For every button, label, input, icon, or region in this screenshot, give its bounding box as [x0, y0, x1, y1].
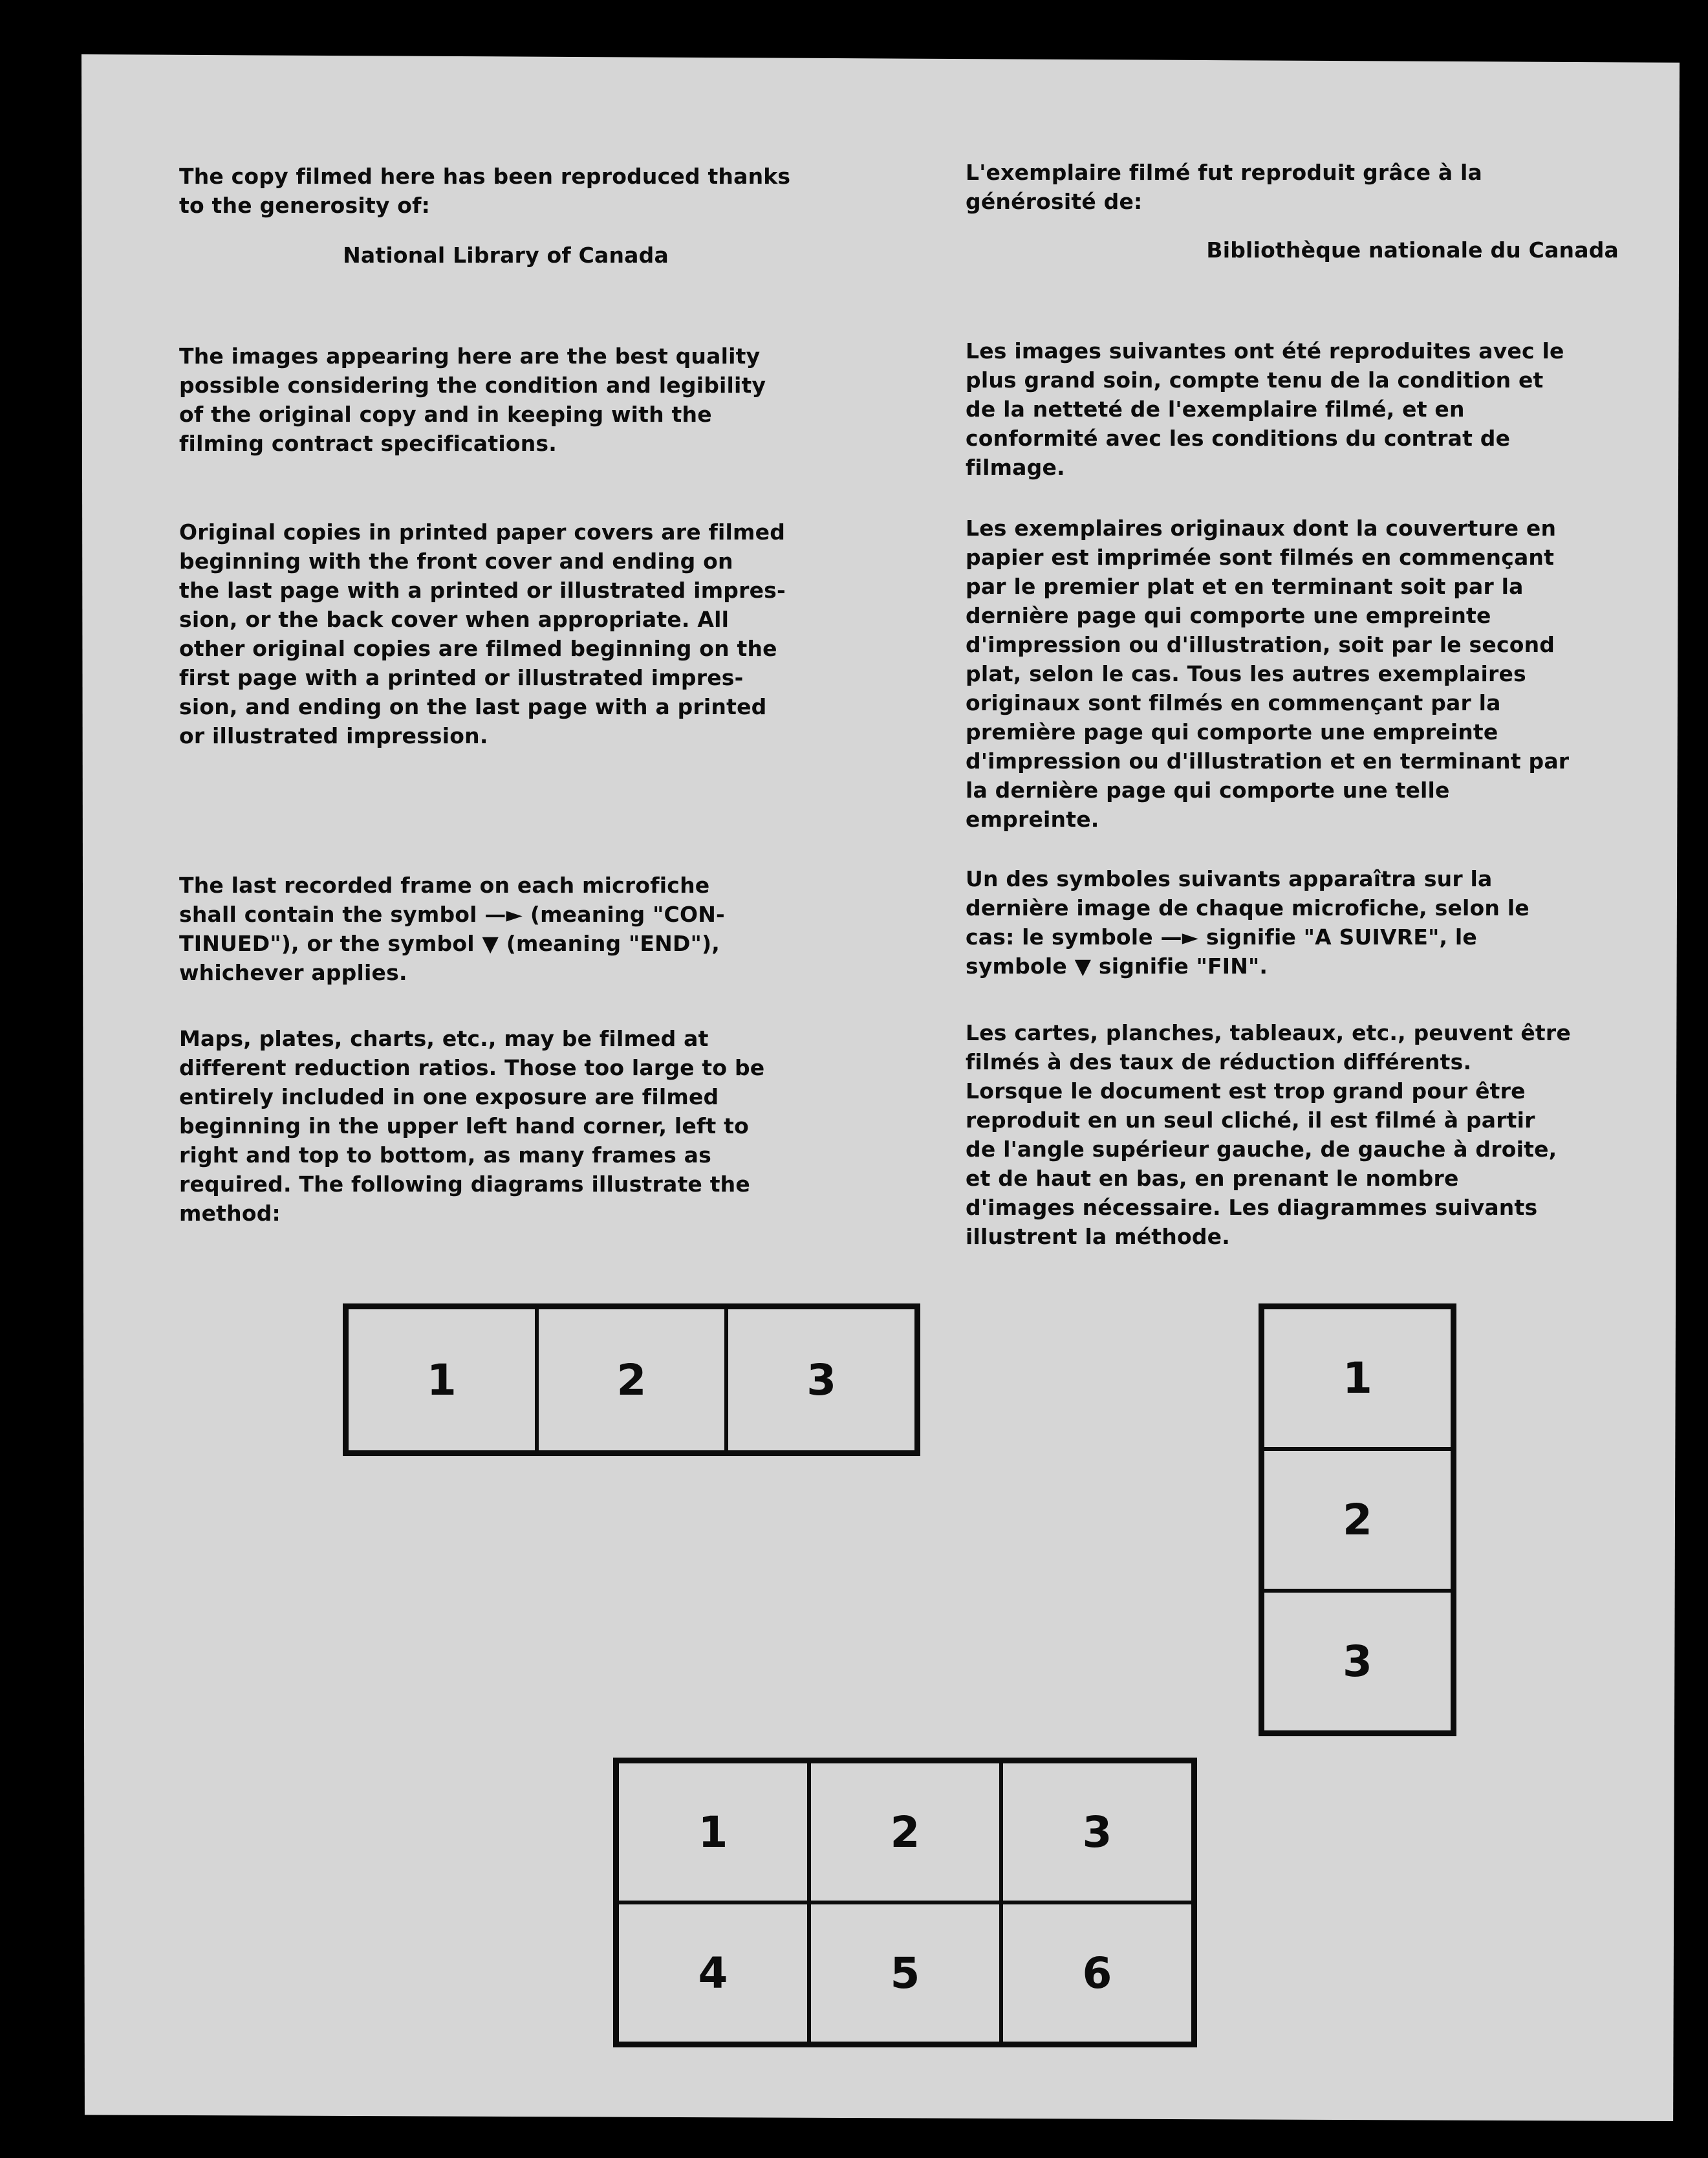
quality-text-fr: Les images suivantes ont été reproduites avec le plus grand soin, compte tenu de la condition et de la netteté de l'exemplaire filmé, et en conformité avec les conditions du contrat de filmage. [966, 338, 1564, 480]
diagram-cell: 3 [726, 1307, 916, 1452]
intro-text-en: The copy filmed here has been reproduced thanks to the generosity of: [179, 164, 791, 218]
diagram-cell: 5 [809, 1902, 1001, 2044]
intro-text-fr: L'exemplaire filmé fut reproduit grâce à la générosité de: [966, 160, 1483, 214]
institution-en: National Library of Canada [343, 243, 669, 268]
diagram-cell: 4 [617, 1902, 809, 2044]
diagram-grid [613, 1758, 1197, 2047]
diagram-cell: 1 [347, 1307, 537, 1452]
symbols-fr [966, 864, 1619, 981]
diagram-horizontal [343, 1303, 920, 1456]
symbols-text-fr: Un des symboles suivants apparaîtra sur la dernière image de chaque microfiche, selon le cas: le symbole —► signifie "A SUIVRE", le symbole ▼ signifie "FIN". [966, 866, 1530, 979]
diagram-cell: 2 [537, 1307, 727, 1452]
symbols-text-en: The last recorded frame on each microfiche shall contain the symbol —► (meaning "CON- TINUED"), or the symbol ▼ (meaning "END"), whichever applies. [179, 873, 725, 985]
intro-fr [966, 158, 1619, 216]
diagram-cell: 2 [1262, 1449, 1453, 1591]
maps-en [179, 1024, 832, 1228]
originals-en [179, 518, 832, 750]
diagram-vertical [1259, 1303, 1456, 1736]
maps-text-en: Maps, plates, charts, etc., may be filmed at different reduction ratios. Those too large to be entirely included in one exposure are filmed beginning in the upper left hand corner, left to right and top to bottom, as many frames as required. The following diagrams illustrate the method: [179, 1026, 765, 1226]
institution-fr: Bibliothèque nationale du Canada [1206, 237, 1619, 263]
quality-text-en: The images appearing here are the best quality possible considering the condition and legibility of the original copy and in keeping with the filming contract specifications. [179, 343, 766, 456]
diagram-cell: 1 [617, 1761, 809, 1902]
symbols-en [179, 871, 832, 987]
originals-fr [966, 514, 1619, 834]
institution-en-block [179, 241, 832, 270]
diagram-cell: 1 [1262, 1307, 1453, 1449]
quality-fr [966, 336, 1619, 482]
quality-en [179, 342, 832, 458]
diagram-cell: 6 [1001, 1902, 1193, 2044]
originals-text-en: Original copies in printed paper covers are filmed beginning with the front cover and ending on the last page with a printed or illustrated impres- sion, or the back cover when appropriate. All other original copies are filmed beginning on the first page with a printed or illustrated impres- sion, and ending on the last page with a printed or illustrated impression. [179, 519, 786, 748]
intro-en [179, 162, 832, 220]
diagram-cell: 3 [1262, 1591, 1453, 1732]
diagram-cell: 2 [809, 1761, 1001, 1902]
maps-fr [966, 1018, 1619, 1251]
diagram-cell: 3 [1001, 1761, 1193, 1902]
originals-text-fr: Les exemplaires originaux dont la couverture en papier est imprimée sont filmés en commençant par le premier plat et en terminant soit par la dernière page qui comporte une empreinte d'impression ou d'illustration, soit par le second plat, selon le cas. Tous les autres exemplaires originaux sont filmés en commençant par la première page qui comporte une empreinte d'impression ou d'illustration et en terminant par la dernière page qui comporte une telle empreinte. [966, 516, 1570, 832]
maps-text-fr: Les cartes, planches, tableaux, etc., peuvent être filmés à des taux de réduction différents. Lorsque le document est trop grand pour être reproduit en un seul cliché, il est filmé à partir de l'angle supérieur gauche, de gauche à droite, et de haut en bas, en prenant le nombre d'images nécessaire. Les diagrammes suivants illustrent la méthode. [966, 1020, 1571, 1249]
institution-fr-block [966, 235, 1619, 265]
